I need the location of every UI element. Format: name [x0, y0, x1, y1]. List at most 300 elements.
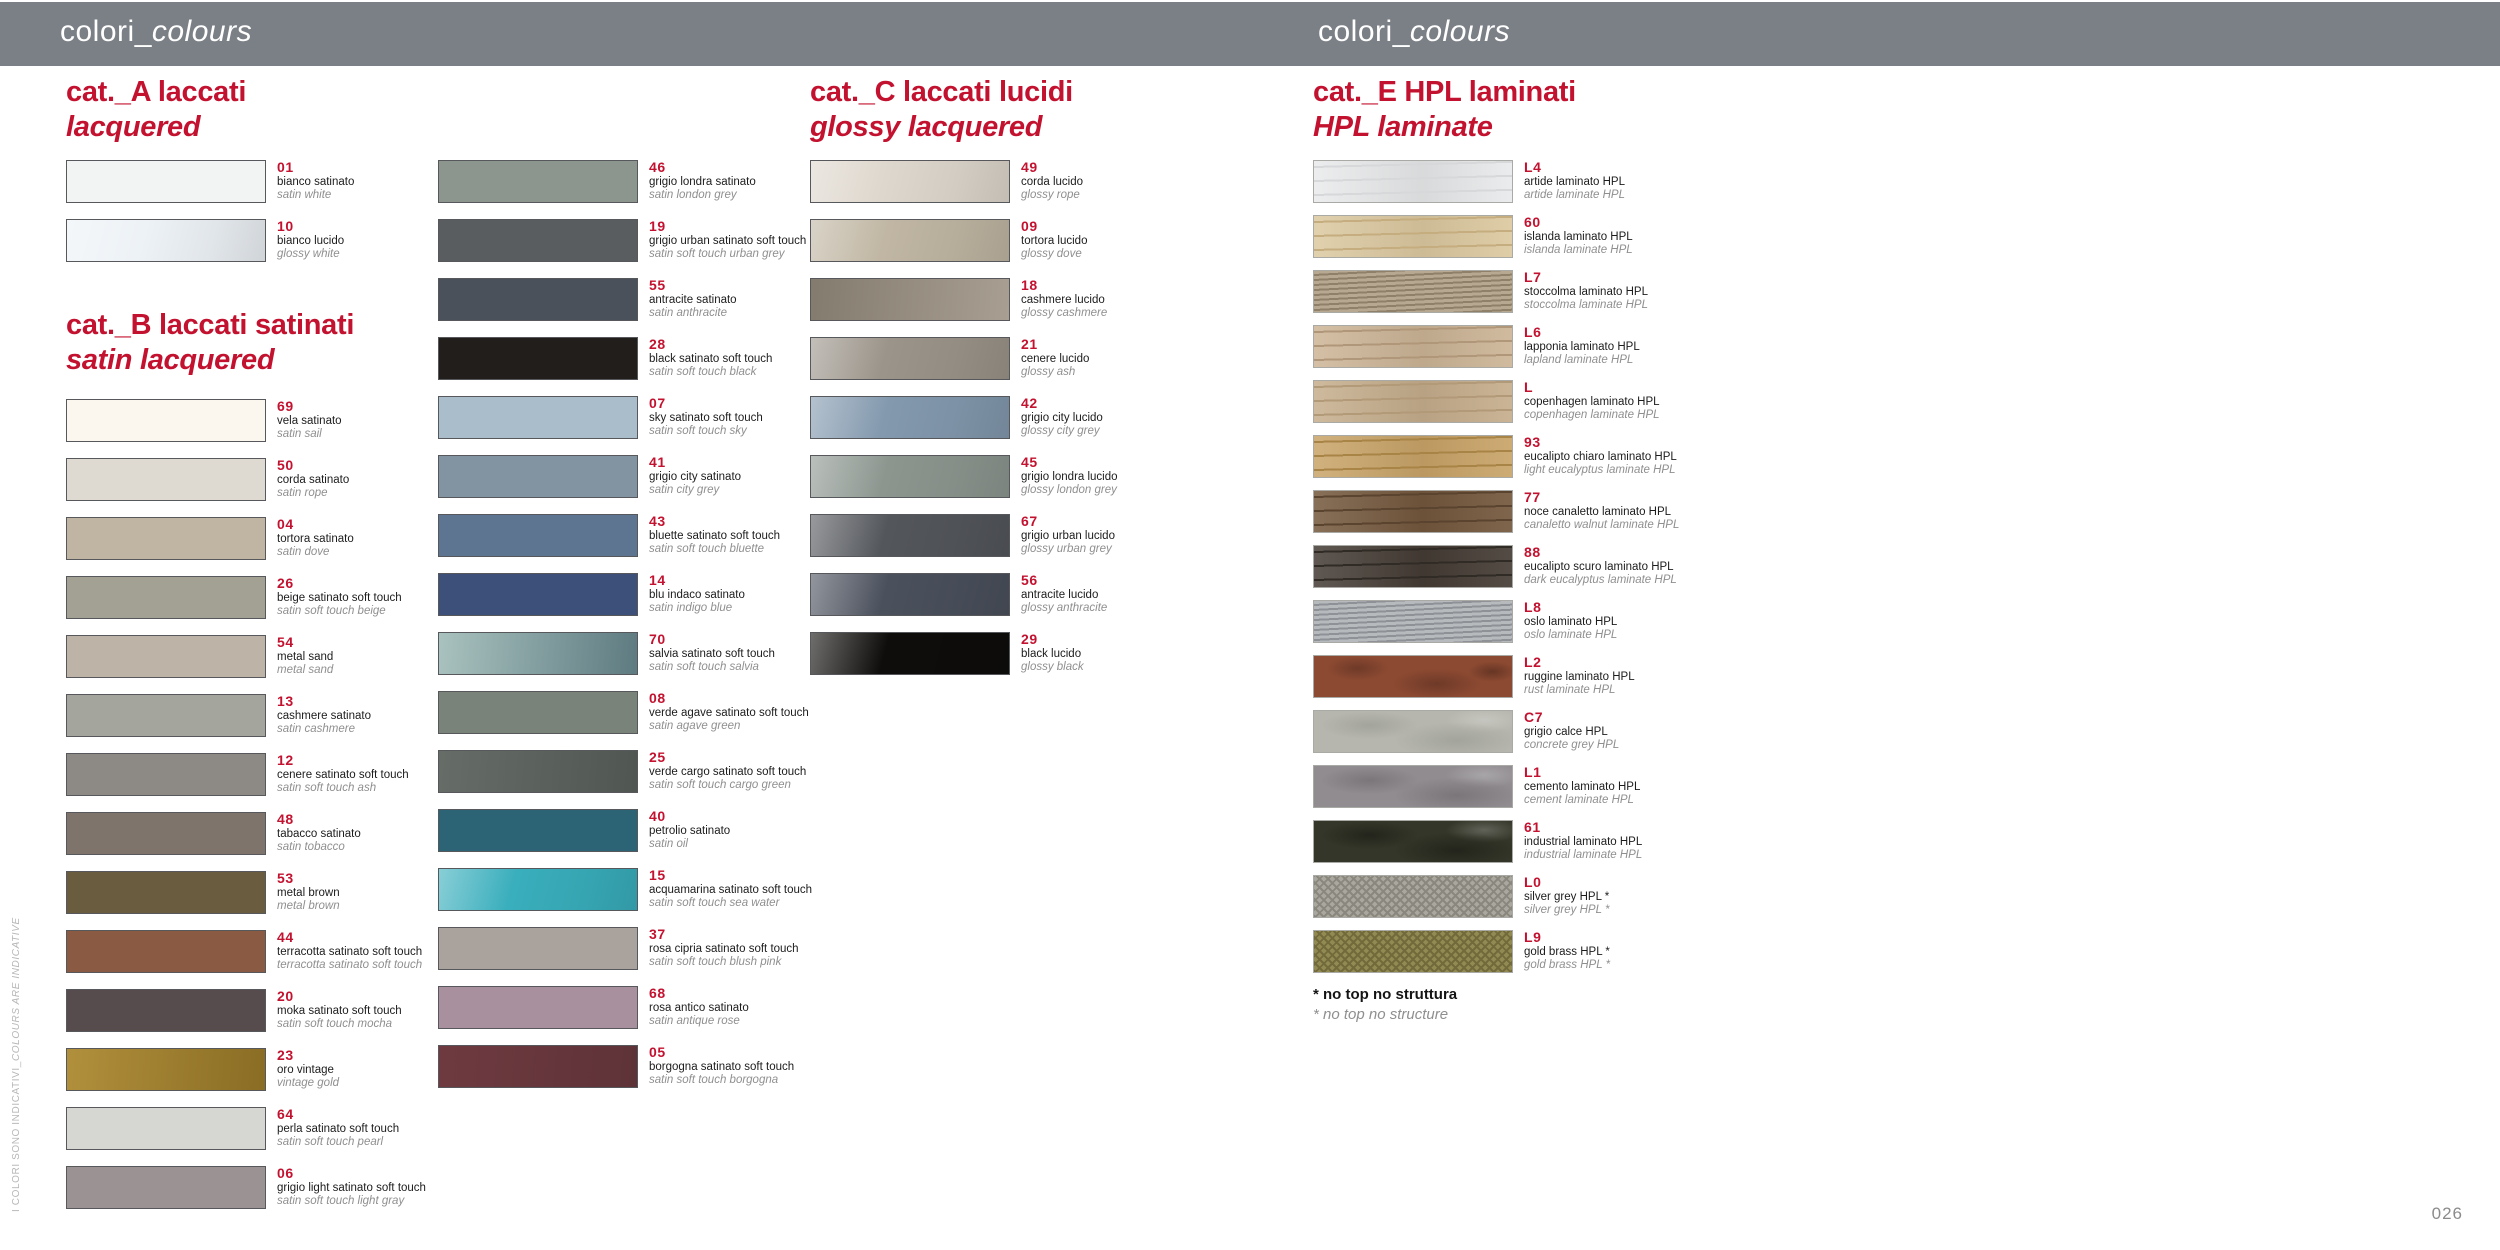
color-swatch	[810, 337, 1010, 380]
color-swatch	[66, 871, 266, 914]
swatch-name-it: black satinato soft touch	[649, 353, 773, 365]
swatch-name-en: glossy city grey	[1021, 425, 1100, 438]
swatch-code: 06	[277, 1165, 294, 1181]
swatch-name-en: satin indigo blue	[649, 602, 733, 615]
swatch-row	[438, 573, 853, 616]
swatch-row	[810, 514, 1230, 557]
swatch-label	[1021, 514, 1115, 556]
swatch-code: 21	[1021, 336, 1038, 352]
swatch-label	[1524, 160, 1625, 202]
swatch-label	[649, 691, 809, 733]
swatch-name-en: satin city grey	[649, 484, 720, 497]
color-swatch	[438, 691, 638, 734]
swatch-row	[66, 160, 481, 203]
color-swatch	[1313, 765, 1513, 808]
swatch-label	[649, 986, 749, 1028]
swatch-code: 12	[277, 752, 294, 768]
swatch-label	[1524, 655, 1635, 697]
color-swatch	[810, 160, 1010, 203]
swatch-code: 09	[1021, 218, 1038, 234]
swatch-row	[1313, 765, 1748, 808]
color-swatch	[66, 753, 266, 796]
color-swatch	[438, 927, 638, 970]
swatch-label	[1021, 573, 1107, 615]
swatch-label	[649, 927, 799, 969]
color-swatch	[438, 219, 638, 262]
color-swatch	[438, 160, 638, 203]
swatch-name-it: lapponia laminato HPL	[1524, 341, 1640, 353]
swatch-name-it: eucalipto scuro laminato HPL	[1524, 561, 1674, 573]
swatch-code: 10	[277, 218, 294, 234]
swatch-row	[66, 1048, 481, 1091]
swatch-code: 23	[277, 1047, 294, 1063]
swatch-name-en: satin soft touch pearl	[277, 1136, 384, 1149]
swatch-name-it: cashmere lucido	[1021, 294, 1105, 306]
color-swatch	[438, 396, 638, 439]
swatch-name-en: dark eucalyptus laminate HPL	[1524, 574, 1677, 587]
swatch-name-it: tortora satinato	[277, 533, 354, 545]
side-note-italic: COLOURS ARE INDICATIVE	[11, 917, 22, 1062]
color-swatch	[438, 514, 638, 557]
swatch-name-en: satin agave green	[649, 720, 741, 733]
color-swatch	[438, 632, 638, 675]
swatch-name-en: satin london grey	[649, 189, 737, 202]
swatch-code: L7	[1524, 269, 1542, 285]
swatch-name-it: grigio urban lucido	[1021, 530, 1115, 542]
color-swatch	[66, 160, 266, 203]
swatch-label	[1524, 820, 1642, 862]
swatch-name-it: cenere satinato soft touch	[277, 769, 409, 781]
swatch-code: 04	[277, 516, 294, 532]
swatch-name-en: rust laminate HPL	[1524, 684, 1616, 697]
swatch-code: L4	[1524, 159, 1542, 175]
swatch-name-it: grigio urban satinato soft touch	[649, 235, 807, 247]
swatch-row	[810, 278, 1230, 321]
swatch-label	[649, 337, 772, 379]
swatch-name-it: bianco lucido	[277, 235, 345, 247]
swatch-code: 14	[649, 572, 666, 588]
swatch-row	[1313, 545, 1748, 588]
swatch-name-en: satin soft touch salvia	[649, 661, 759, 674]
swatch-row	[1313, 490, 1748, 533]
section-heading	[66, 75, 481, 160]
swatch-name-it: bianco satinato	[277, 176, 355, 188]
swatch-name-it: oslo laminato HPL	[1524, 616, 1618, 628]
swatch-code: 19	[649, 218, 666, 234]
swatch-name-en: glossy anthracite	[1021, 602, 1108, 615]
swatch-label	[277, 458, 349, 500]
section-heading-line2: lacquered	[66, 110, 201, 143]
color-swatch	[438, 809, 638, 852]
swatch-label	[1524, 215, 1633, 257]
section-heading-line1: cat._B laccati satinati	[66, 309, 355, 341]
swatch-code: 93	[1524, 434, 1541, 450]
swatch-row	[438, 278, 853, 321]
swatch-name-it: grigio light satinato soft touch	[277, 1182, 426, 1194]
swatch-code: 70	[649, 631, 666, 647]
swatch-label	[1524, 545, 1677, 587]
swatch-name-it: gold brass HPL *	[1524, 946, 1610, 958]
swatch-row	[66, 219, 481, 262]
swatch-code: L1	[1524, 764, 1542, 780]
swatch-name-en: glossy urban grey	[1021, 543, 1112, 556]
footnote	[1313, 985, 1748, 1026]
swatch-name-en: concrete grey HPL	[1524, 739, 1620, 752]
swatch-label	[1524, 600, 1617, 642]
color-swatch	[810, 632, 1010, 675]
swatch-label	[649, 396, 763, 438]
color-swatch	[1313, 380, 1513, 423]
swatch-name-en: stoccolma laminate HPL	[1524, 299, 1648, 312]
swatch-row	[66, 517, 481, 560]
section-heading	[810, 75, 1230, 160]
swatch-label	[277, 635, 333, 677]
swatch-name-it: cenere lucido	[1021, 353, 1090, 365]
swatch-label	[1524, 930, 1610, 972]
color-swatch	[66, 812, 266, 855]
header-bar	[0, 2, 2500, 66]
swatch-code: 50	[277, 457, 294, 473]
section-heading	[1313, 75, 1748, 160]
swatch-name-en: satin soft touch sky	[649, 425, 747, 438]
swatch-row	[438, 809, 853, 852]
swatch-code: 15	[649, 867, 666, 883]
color-swatch	[810, 219, 1010, 262]
swatch-row	[438, 691, 853, 734]
swatch-name-en: silver grey HPL *	[1524, 904, 1610, 917]
swatch-label	[277, 1048, 339, 1090]
swatch-label	[277, 1166, 426, 1208]
color-swatch	[1313, 545, 1513, 588]
swatch-row	[810, 573, 1230, 616]
swatch-row	[1313, 600, 1748, 643]
swatch-name-en: satin soft touch ash	[277, 782, 377, 795]
color-swatch	[810, 455, 1010, 498]
swatch-label	[1524, 270, 1648, 312]
swatch-row	[66, 930, 481, 973]
swatch-code: 68	[649, 985, 666, 1001]
color-swatch	[1313, 490, 1513, 533]
swatch-name-it: artide laminato HPL	[1524, 176, 1625, 188]
swatch-name-en: islanda laminate HPL	[1524, 244, 1633, 257]
swatch-label	[1524, 710, 1619, 752]
swatch-label	[277, 930, 422, 972]
swatch-code: 56	[1021, 572, 1038, 588]
swatch-name-en: satin oil	[649, 838, 688, 851]
swatch-name-it: cashmere satinato	[277, 710, 371, 722]
color-swatch	[66, 517, 266, 560]
swatch-code: 08	[649, 690, 666, 706]
swatch-label	[277, 517, 354, 559]
swatch-row	[66, 1166, 481, 1209]
swatch-row	[1313, 380, 1748, 423]
swatch-label	[1524, 765, 1640, 807]
section-heading	[66, 278, 481, 399]
swatch-row	[810, 632, 1230, 675]
swatch-name-it: acquamarina satinato soft touch	[649, 884, 813, 896]
swatch-code: 55	[649, 277, 666, 293]
swatch-name-en: satin soft touch beige	[277, 605, 386, 618]
column-col-ab	[66, 75, 481, 1225]
swatch-row	[1313, 160, 1748, 203]
swatch-row	[438, 337, 853, 380]
swatch-name-en: glossy london grey	[1021, 484, 1117, 497]
swatch-name-en: satin soft touch cargo green	[649, 779, 791, 792]
swatch-name-it: ruggine laminato HPL	[1524, 671, 1635, 683]
color-swatch	[1313, 930, 1513, 973]
swatch-label	[649, 219, 806, 261]
swatch-name-it: grigio londra lucido	[1021, 471, 1118, 483]
swatch-row	[438, 455, 853, 498]
swatch-name-en: satin cashmere	[277, 723, 355, 736]
color-swatch	[1313, 325, 1513, 368]
swatch-code: 44	[277, 929, 294, 945]
swatch-name-it: sky satinato soft touch	[649, 412, 763, 424]
swatch-name-it: vela satinato	[277, 415, 342, 427]
swatch-row	[438, 160, 853, 203]
swatch-label	[1524, 435, 1677, 477]
color-swatch	[1313, 215, 1513, 258]
color-swatch	[810, 573, 1010, 616]
swatch-row	[1313, 930, 1748, 973]
swatch-code: L8	[1524, 599, 1542, 615]
swatch-code: C7	[1524, 709, 1544, 725]
title-regular: colori_	[1318, 15, 1410, 48]
swatch-label	[277, 694, 371, 736]
swatch-row	[66, 753, 481, 796]
swatch-name-it: salvia satinato soft touch	[649, 648, 775, 660]
swatch-row	[810, 455, 1230, 498]
swatch-name-it: grigio londra satinato	[649, 176, 756, 188]
swatch-name-it: terracotta satinato soft touch	[277, 946, 423, 958]
color-swatch	[66, 576, 266, 619]
color-swatch	[1313, 160, 1513, 203]
color-swatch	[66, 930, 266, 973]
footnote-line2: * no top no structure	[1313, 1006, 1449, 1024]
section-heading-line2: HPL laminate	[1313, 110, 1493, 143]
color-swatch	[438, 750, 638, 793]
swatch-name-it: grigio calce HPL	[1524, 726, 1608, 738]
color-swatch	[66, 1107, 266, 1150]
swatch-name-it: industrial laminato HPL	[1524, 836, 1643, 848]
color-swatch	[66, 694, 266, 737]
swatch-code: 28	[649, 336, 666, 352]
swatch-name-it: metal sand	[277, 651, 334, 663]
swatch-row	[1313, 820, 1748, 863]
swatch-label	[277, 160, 354, 202]
swatch-code: 88	[1524, 544, 1541, 560]
swatch-code: 60	[1524, 214, 1541, 230]
swatch-code: 48	[277, 811, 294, 827]
section-heading-line1: cat._A laccati	[66, 76, 247, 108]
swatch-name-it: copenhagen laminato HPL	[1524, 396, 1660, 408]
swatch-name-en: cement laminate HPL	[1524, 794, 1634, 807]
side-note-regular: I COLORI SONO INDICATIVI_	[11, 1061, 22, 1212]
color-swatch	[1313, 435, 1513, 478]
color-swatch	[438, 337, 638, 380]
swatch-name-it: antracite lucido	[1021, 589, 1099, 601]
swatch-name-it: noce canaletto laminato HPL	[1524, 506, 1672, 518]
swatch-name-en: metal sand	[277, 664, 334, 677]
swatch-code: 37	[649, 926, 666, 942]
swatch-row	[438, 632, 853, 675]
swatch-name-it: perla satinato soft touch	[277, 1123, 400, 1135]
swatch-label	[1524, 380, 1660, 422]
swatch-row	[438, 986, 853, 1029]
swatch-name-en: lapland laminate HPL	[1524, 354, 1634, 367]
swatch-name-en: artide laminate HPL	[1524, 189, 1625, 202]
swatch-name-it: borgogna satinato soft touch	[649, 1061, 795, 1073]
swatch-code: 77	[1524, 489, 1541, 505]
swatch-code: L	[1524, 379, 1534, 395]
swatch-code: 69	[277, 398, 294, 414]
swatch-row	[66, 871, 481, 914]
swatch-row	[438, 750, 853, 793]
swatch-name-it: moka satinato soft touch	[277, 1005, 402, 1017]
title-regular: colori_	[60, 15, 152, 48]
swatch-name-en: gold brass HPL *	[1524, 959, 1611, 972]
swatch-row	[438, 514, 853, 557]
swatch-label	[1021, 337, 1089, 379]
color-swatch	[66, 989, 266, 1032]
swatch-name-en: satin rope	[277, 487, 328, 500]
swatch-row	[66, 399, 481, 442]
swatch-label	[649, 1045, 794, 1087]
swatch-name-it: cemento laminato HPL	[1524, 781, 1641, 793]
color-swatch	[1313, 710, 1513, 753]
swatch-name-en: glossy ash	[1021, 366, 1076, 379]
swatch-name-en: satin soft touch sea water	[649, 897, 780, 910]
swatch-row	[810, 396, 1230, 439]
swatch-name-en: industrial laminate HPL	[1524, 849, 1643, 862]
swatch-name-it: tabacco satinato	[277, 828, 361, 840]
swatch-row	[810, 160, 1230, 203]
swatch-code: 26	[277, 575, 294, 591]
swatch-label	[649, 455, 741, 497]
swatch-label	[277, 576, 402, 618]
side-note	[11, 917, 22, 1212]
color-swatch	[66, 219, 266, 262]
swatch-name-en: terracotta satinato soft touch	[277, 959, 423, 972]
swatch-name-en: satin tobacco	[277, 841, 345, 854]
swatch-row	[66, 458, 481, 501]
swatch-name-it: rosa cipria satinato soft touch	[649, 943, 799, 955]
swatch-code: 07	[649, 395, 666, 411]
color-swatch	[66, 635, 266, 678]
swatch-row	[1313, 655, 1748, 698]
swatch-label	[649, 573, 745, 615]
swatch-label	[277, 753, 409, 795]
swatch-code: 20	[277, 988, 294, 1004]
swatch-name-en: satin antique rose	[649, 1015, 740, 1028]
swatch-name-en: satin soft touch bluette	[649, 543, 765, 556]
color-swatch	[438, 1045, 638, 1088]
color-swatch	[438, 868, 638, 911]
swatch-name-it: metal brown	[277, 887, 340, 899]
swatch-code: 40	[649, 808, 666, 824]
swatch-name-it: beige satinato soft touch	[277, 592, 402, 604]
swatch-code: 49	[1021, 159, 1038, 175]
swatch-name-en: vintage gold	[277, 1077, 340, 1090]
color-swatch	[438, 986, 638, 1029]
swatch-row	[810, 337, 1230, 380]
color-swatch	[438, 455, 638, 498]
swatch-name-it: blu indaco satinato	[649, 589, 745, 601]
swatch-label	[1524, 325, 1640, 367]
swatch-name-en: satin soft touch urban grey	[649, 248, 785, 261]
swatch-row	[438, 219, 853, 262]
swatch-name-en: satin white	[277, 189, 332, 202]
swatch-code: 13	[277, 693, 294, 709]
swatch-code: 67	[1021, 513, 1038, 529]
color-swatch	[1313, 875, 1513, 918]
swatch-name-en: glossy cashmere	[1021, 307, 1108, 320]
swatch-name-en: glossy rope	[1021, 189, 1080, 202]
swatch-label	[1021, 396, 1103, 438]
swatch-name-it: grigio city lucido	[1021, 412, 1103, 424]
page-number: 026	[2431, 1204, 2463, 1223]
swatch-name-en: canaletto walnut laminate HPL	[1524, 519, 1680, 532]
swatch-name-it: verde cargo satinato soft touch	[649, 766, 807, 778]
swatch-label	[649, 809, 730, 851]
swatch-code: 25	[649, 749, 666, 765]
swatch-label	[649, 868, 812, 910]
swatch-name-it: oro vintage	[277, 1064, 334, 1076]
swatch-name-it: rosa antico satinato	[649, 1002, 749, 1014]
swatch-code: 45	[1021, 454, 1038, 470]
color-swatch	[66, 1048, 266, 1091]
swatch-row	[1313, 325, 1748, 368]
swatch-label	[277, 989, 402, 1031]
section-heading-line1: cat._E HPL laminati	[1313, 76, 1576, 108]
swatch-row	[1313, 215, 1748, 258]
swatch-label	[1021, 455, 1118, 497]
swatch-row	[66, 694, 481, 737]
swatch-code: L0	[1524, 874, 1542, 890]
swatch-code: 61	[1524, 819, 1541, 835]
swatch-code: L9	[1524, 929, 1542, 945]
swatch-label	[1524, 490, 1679, 532]
column-col-2	[438, 160, 853, 1104]
color-swatch	[1313, 270, 1513, 313]
page-title-left	[60, 15, 252, 49]
swatch-row	[1313, 435, 1748, 478]
swatch-name-en: satin soft touch mocha	[277, 1018, 393, 1031]
title-italic: colours	[1409, 15, 1511, 48]
swatch-label	[277, 399, 342, 441]
swatch-name-en: satin soft touch blush pink	[649, 956, 782, 969]
swatch-label	[277, 1107, 399, 1149]
swatch-name-en: satin soft touch black	[649, 366, 757, 379]
swatch-label	[277, 219, 344, 261]
swatch-label	[649, 160, 756, 202]
color-swatch	[438, 278, 638, 321]
swatch-name-it: corda lucido	[1021, 176, 1084, 188]
swatch-code: 46	[649, 159, 666, 175]
swatch-row	[438, 927, 853, 970]
swatch-name-en: glossy black	[1021, 661, 1084, 674]
swatch-label	[1021, 160, 1083, 202]
swatch-name-en: oslo laminate HPL	[1524, 629, 1618, 642]
swatch-name-en: satin soft touch borgogna	[649, 1074, 779, 1087]
swatch-name-it: verde agave satinato soft touch	[649, 707, 809, 719]
page-title-right	[1318, 15, 1510, 49]
swatch-row	[66, 1107, 481, 1150]
swatch-name-en: glossy white	[277, 248, 340, 261]
swatch-name-en: satin soft touch light gray	[277, 1195, 405, 1208]
swatch-row	[66, 812, 481, 855]
swatch-label	[649, 632, 775, 674]
